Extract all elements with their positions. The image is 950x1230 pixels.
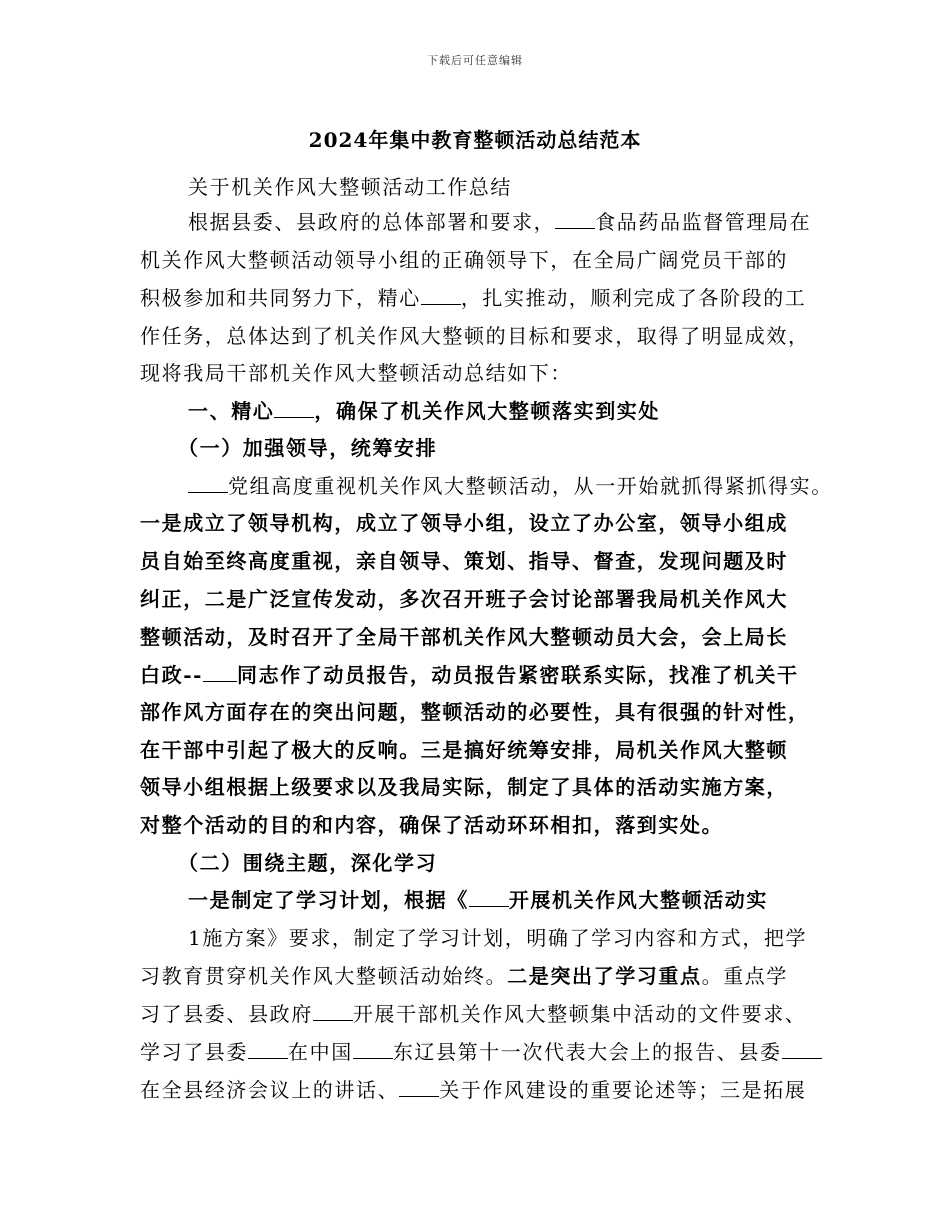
- paragraph-line: 学习了县委 在中国 东辽县第十一次代表大会上的报告、县委: [140, 1037, 830, 1067]
- blank-underline: [313, 1002, 353, 1021]
- paragraph-line: 根据县委、县政府的总体部署和要求， 食品药品监督管理局在: [188, 210, 812, 234]
- paragraph-line: 纠正，二是广泛宣传发动，多次召开班子会讨论部署我局机关作风大: [140, 587, 788, 611]
- paragraph-line: 在干部中引起了极大的反响。三是搞好统筹安排，局机关作风大整顿: [140, 738, 788, 762]
- blank-underline: [421, 286, 461, 305]
- paragraph-line: 党组高度重视机关作风大整顿活动，从一开始就抓得紧抓得实。: [188, 471, 828, 501]
- paragraph-line: 白政-- 同志作了动员报告，动员报告紧密联系实际，找准了机关干: [140, 663, 799, 687]
- blank-underline: [248, 1040, 288, 1059]
- blank-underline: [188, 474, 228, 493]
- blank-underline: [353, 1040, 393, 1059]
- document-title: 2024年集中教育整顿活动总结范本: [308, 128, 642, 152]
- paragraph-line: 习教育贯穿机关作风大整顿活动始终。二是突出了学习重点。重点学: [140, 964, 789, 988]
- paragraph-line: 在全县经济会议上的讲话、 关于作风建设的重要论述等；三是拓展: [140, 1078, 807, 1102]
- subsection-heading: （二）围绕主题，深化学习: [178, 851, 438, 875]
- paragraph-line: 整顿活动，及时召开了全局干部机关作风大整顿动员大会，会上局长: [140, 625, 788, 649]
- document-subtitle: 关于机关作风大整顿活动工作总结: [188, 175, 512, 199]
- subsection-heading: （一）加强领导，统筹安排: [178, 436, 438, 460]
- blank-underline: [203, 663, 237, 682]
- paragraph-line: 部作风方面存在的突出问题，整顿活动的必要性，具有很强的针对性，: [140, 700, 810, 724]
- blank-underline: [469, 888, 509, 907]
- blank-underline: [399, 1078, 439, 1097]
- paragraph-line: 对整个活动的目的和内容，确保了活动环环相扣，落到实处。: [140, 813, 724, 837]
- paragraph-line: 一是成立了领导机构，成立了领导小组，设立了办公室，领导小组成: [140, 511, 788, 535]
- paragraph-line: 作任务，总体达到了机关作风大整顿的目标和要求，取得了明显成效，: [140, 324, 810, 348]
- blank-underline: [555, 210, 595, 229]
- page-header-note: 下载后可任意编辑: [427, 54, 523, 67]
- paragraph-line: 员自始至终高度重视，亲自领导、策划、指导、督查，发现问题及时: [140, 549, 788, 573]
- blank-underline: [274, 399, 314, 418]
- section-heading: 一、精心 ，确保了机关作风大整顿落实到实处: [188, 399, 661, 423]
- paragraph-line: 机关作风大整顿活动领导小组的正确领导下，在全局广阔党员干部的: [140, 248, 788, 272]
- paragraph-line: 领导小组根据上级要求以及我局实际，制定了具体的活动实施方案，: [140, 775, 788, 799]
- paragraph-line: 1施方案》要求，制定了学习计划，明确了学习内容和方式，把学: [188, 926, 808, 950]
- paragraph-line: 积极参加和共同努力下，精心 ，扎实推动，顺利完成了各阶段的工: [140, 286, 807, 310]
- paragraph-line: 一是制定了学习计划，根据《 开展机关作风大整顿活动实: [188, 888, 769, 912]
- paragraph-line: 习了县委、县政府 开展干部机关作风大整顿集中活动的文件要求、: [140, 1002, 807, 1026]
- blank-underline: [782, 1040, 822, 1059]
- paragraph-line: 现将我局干部机关作风大整顿活动总结如下：: [140, 361, 572, 385]
